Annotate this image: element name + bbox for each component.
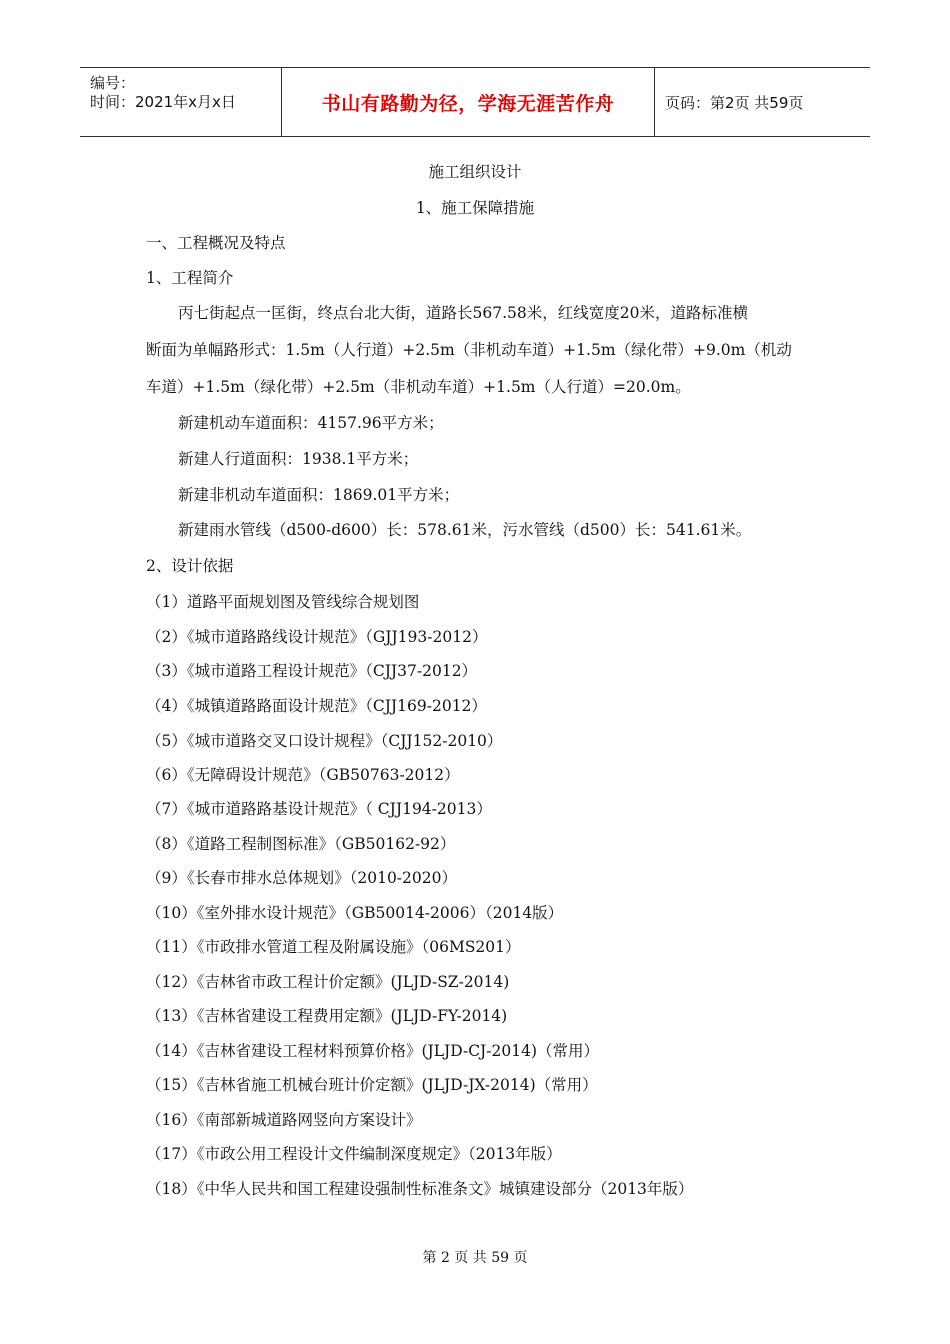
paragraph-line: 丙七街起点一匡街，终点台北大街，道路长567.58米，红线宽度20米，道路标准横 bbox=[178, 304, 748, 322]
document-number-label: 编号： bbox=[90, 74, 136, 92]
area-line: 新建人行道面积：1938.1平方米； bbox=[178, 450, 419, 468]
basis-item: （9）《长春市排水总体规划》（2010-2020） bbox=[146, 869, 457, 887]
pipe-line: 新建雨水管线（d500-d600）长：578.61米，污水管线（d500）长：541.61米。 bbox=[178, 521, 752, 539]
header-page-info: 页码：第2页 共59页 bbox=[665, 93, 804, 112]
basis-item: （12）《吉林省市政工程计价定额》(JLJD-SZ-2014) bbox=[146, 973, 510, 991]
page-footer: 第 2 页 共 59 页 bbox=[422, 1250, 528, 1266]
header-motto-cell bbox=[282, 68, 655, 136]
page-header bbox=[80, 67, 870, 137]
basis-item: （10）《室外排水设计规范》（GB50014-2006）（2014版） bbox=[146, 904, 564, 922]
area-line: 新建机动车道面积：4157.96平方米； bbox=[178, 414, 444, 432]
basis-item: （8）《道路工程制图标准》（GB50162-92） bbox=[146, 835, 456, 853]
basis-item: （4）《城镇道路路面设计规范》（CJJ169-2012） bbox=[146, 697, 487, 715]
basis-item: （6）《无障碍设计规范》（GB50763-2012） bbox=[146, 766, 460, 784]
basis-item: （7）《城市道路路基设计规范》（ CJJ194-2013） bbox=[146, 800, 492, 818]
basis-item: （5）《城市道路交叉口设计规程》（CJJ152-2010） bbox=[146, 732, 503, 750]
basis-item: （2）《城市道路路线设计规范》（GJJ193-2012） bbox=[146, 628, 488, 646]
paragraph-line: 车道）+1.5m（绿化带）+2.5m（非机动车道）+1.5m（人行道）=20.0m。 bbox=[146, 378, 691, 396]
basis-item: （18）《中华人民共和国工程建设强制性标准条文》城镇建设部分（2013年版） bbox=[146, 1180, 694, 1198]
basis-item: （1）道路平面规划图及管线综合规划图 bbox=[146, 593, 420, 611]
basis-item: （14）《吉林省建设工程材料预算价格》(JLJD-CJ-2014)（常用） bbox=[146, 1042, 599, 1060]
document-title: 施工组织设计 bbox=[428, 163, 522, 181]
subsection-heading: 1、工程简介 bbox=[146, 269, 234, 287]
document-subtitle: 1、施工保障措施 bbox=[415, 199, 535, 217]
basis-item: （16）《南部新城道路网竖向方案设计》 bbox=[146, 1111, 422, 1129]
basis-item: （11）《市政排水管道工程及附属设施》（06MS201） bbox=[146, 938, 521, 956]
header-meta-cell bbox=[80, 68, 282, 136]
section-heading: 一、工程概况及特点 bbox=[146, 234, 286, 252]
subsection-heading: 2、设计依据 bbox=[146, 557, 234, 575]
area-line: 新建非机动车道面积：1869.01平方米； bbox=[178, 486, 460, 504]
basis-item: （15）《吉林省施工机械台班计价定额》(JLJD-JX-2014)（常用） bbox=[146, 1076, 598, 1094]
basis-item: （17）《市政公用工程设计文件编制深度规定》（2013年版） bbox=[146, 1145, 562, 1163]
header-page-cell bbox=[655, 68, 870, 136]
motto-text: 书山有路勤为径，学海无涯苦作舟 bbox=[321, 92, 615, 115]
paragraph-line: 断面为单幅路形式：1.5m（人行道）+2.5m（非机动车道）+1.5m（绿化带）+9.0m（机动 bbox=[146, 341, 792, 359]
basis-item: （13）《吉林省建设工程费用定额》(JLJD-FY-2014) bbox=[146, 1007, 508, 1025]
basis-item: （3）《城市道路工程设计规范》（CJJ37-2012） bbox=[146, 662, 478, 680]
document-time-label: 时间：2021年x月x日 bbox=[90, 93, 236, 111]
